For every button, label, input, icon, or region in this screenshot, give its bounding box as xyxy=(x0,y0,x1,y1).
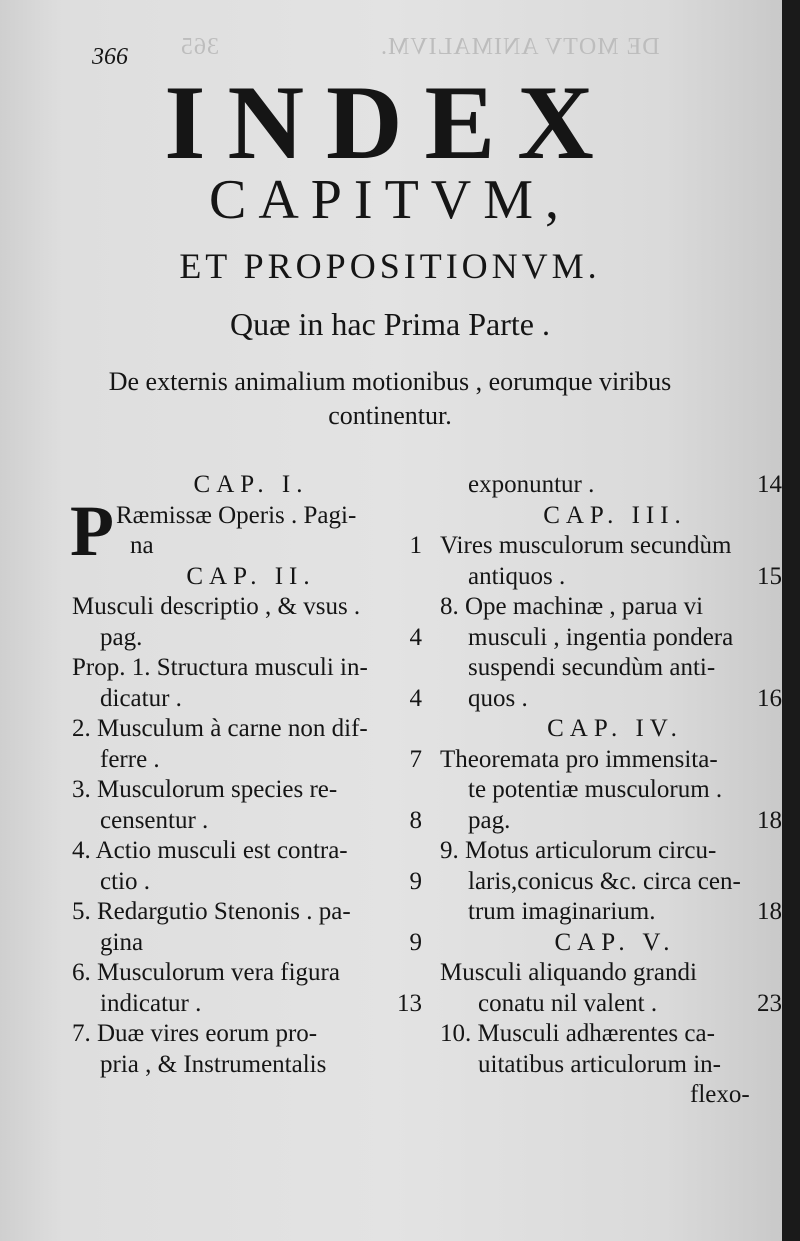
index-entry xyxy=(440,958,782,989)
index-entry xyxy=(72,653,430,684)
entry-text: 5. Redargutio Stenonis . pa- xyxy=(72,898,351,925)
page-ref: 18 xyxy=(757,806,782,834)
index-entry xyxy=(440,1050,782,1081)
entry-text: suspendi secundùm anti- xyxy=(468,654,716,681)
index-entry xyxy=(440,470,782,501)
entry-text: flexo- xyxy=(690,1081,750,1108)
entry-text: 4. Actio musculi est contra- xyxy=(72,837,348,864)
index-entry xyxy=(440,1080,782,1111)
entry-text: musculi , ingentia pondera xyxy=(468,623,734,651)
bleed-through-page-number: 365 xyxy=(180,34,219,60)
index-entry xyxy=(440,531,782,562)
index-entry xyxy=(440,623,782,654)
entry-text: exponuntur . xyxy=(468,471,595,498)
chapter-heading: CAP. I. xyxy=(193,471,309,498)
index-entry xyxy=(72,775,430,806)
subtitle-prima-parte: Quæ in hac Prima Parte . xyxy=(230,306,550,342)
entry-text: Prop. 1. Structura musculi in- xyxy=(72,654,368,681)
page-ref: 13 xyxy=(397,989,422,1017)
page-ref: 14 xyxy=(757,471,782,498)
entry-text: 2. Musculum à carne non dif- xyxy=(72,715,368,742)
entry-text: 3. Musculorum species re- xyxy=(72,776,338,803)
chapter-heading: CAP. V. xyxy=(554,928,676,956)
entry-text: na xyxy=(130,532,154,559)
index-entry xyxy=(72,1019,430,1050)
index-entry xyxy=(440,745,782,776)
page-ref: 7 xyxy=(409,745,422,773)
index-entry xyxy=(72,714,430,745)
page-ref: 8 xyxy=(409,806,422,834)
index-entry xyxy=(440,653,782,684)
page-ref: 9 xyxy=(409,867,422,895)
entry-text: uitatibus articulorum in- xyxy=(478,1050,722,1078)
entry-text: 6. Musculorum vera figura xyxy=(72,959,340,986)
title-capitum: CAPITVM, xyxy=(208,169,572,231)
title-propositionum: ET PROPOSITIONVM. xyxy=(179,246,601,286)
index-entry xyxy=(440,1019,782,1050)
entry-text: laris,conicus &c. circa cen- xyxy=(468,867,741,895)
page-ref: 18 xyxy=(757,898,782,925)
index-entry xyxy=(440,989,782,1020)
index-entry xyxy=(440,592,782,623)
chapter-heading: CAP. IV. xyxy=(547,715,683,742)
drop-cap: P xyxy=(70,490,114,571)
entry-text: te potentiæ musculorum . xyxy=(468,776,723,803)
entry-text: ctio . xyxy=(100,867,150,895)
page-ref: 4 xyxy=(409,623,422,651)
index-entry xyxy=(440,806,782,837)
entry-text: antiquos . xyxy=(468,562,566,590)
left-column xyxy=(72,470,430,1080)
index-entry xyxy=(72,806,430,837)
chapter-heading: CAP. III. xyxy=(543,501,687,529)
index-entry xyxy=(72,623,430,654)
entry-text: Theoremata pro immensita- xyxy=(440,745,718,773)
entry-text: pag. xyxy=(100,623,143,651)
entry-text: dicatur . xyxy=(100,684,182,712)
entry-text: ferre . xyxy=(100,745,160,773)
page-ref: 4 xyxy=(409,684,422,712)
index-entry xyxy=(72,928,430,959)
index-entry xyxy=(72,958,430,989)
index-entry xyxy=(72,867,430,898)
page-ref: 16 xyxy=(757,684,782,712)
index-entry xyxy=(72,684,430,715)
index-entry xyxy=(440,836,782,867)
title-index: INDEX xyxy=(164,64,616,181)
page-ref: 15 xyxy=(757,562,782,590)
index-entry xyxy=(72,745,430,776)
entry-text: 10. Musculi adhærentes ca- xyxy=(440,1020,715,1047)
entry-text: 7. Duæ vires eorum pro- xyxy=(72,1020,318,1047)
entry-text: conatu nil valent . xyxy=(478,989,658,1017)
page-ref: 1 xyxy=(409,532,422,559)
index-entry xyxy=(440,562,782,593)
page-ref: 23 xyxy=(757,989,782,1017)
entry-text: Musculi aliquando grandi xyxy=(440,959,697,986)
page-ref: 9 xyxy=(409,928,422,956)
chapter-heading: CAP. II. xyxy=(186,562,316,590)
entry-text: 9. Motus articulorum circu- xyxy=(440,837,717,864)
entry-text: censentur . xyxy=(100,806,209,834)
index-entry xyxy=(72,1050,430,1081)
entry-text: trum imaginarium. xyxy=(468,898,656,925)
right-column xyxy=(440,470,782,1111)
index-entry xyxy=(440,897,782,928)
index-entry xyxy=(72,592,430,623)
entry-text: Vires musculorum secundùm xyxy=(440,532,732,559)
subtitle-line-1: De externis animalium motionibus , eorumque viribus xyxy=(108,367,672,396)
entry-text: quos . xyxy=(468,684,528,712)
page-number: 366 xyxy=(92,44,128,70)
entry-text: indicatur . xyxy=(100,989,202,1017)
entry-text: Ræmissæ Operis . Pagi- xyxy=(116,501,357,529)
index-entry xyxy=(72,531,430,562)
index-entry xyxy=(440,867,782,898)
entry-text: 8. Ope machinæ , parua vi xyxy=(440,593,704,620)
index-entry xyxy=(72,989,430,1020)
index-entry xyxy=(440,684,782,715)
index-entry xyxy=(72,836,430,867)
bleed-through-header: DE MOTV ANIMALIVM. xyxy=(380,34,660,60)
subtitle-line-2: continentur. xyxy=(328,400,452,430)
index-entry xyxy=(72,897,430,928)
entry-text: Musculi descriptio , & vsus . xyxy=(72,593,361,620)
entry-text: gina xyxy=(100,928,144,956)
entry-text: pag. xyxy=(468,806,511,834)
subtitle-description xyxy=(30,365,750,433)
index-entry xyxy=(440,775,782,806)
entry-text: pria , & Instrumentalis xyxy=(100,1050,327,1078)
